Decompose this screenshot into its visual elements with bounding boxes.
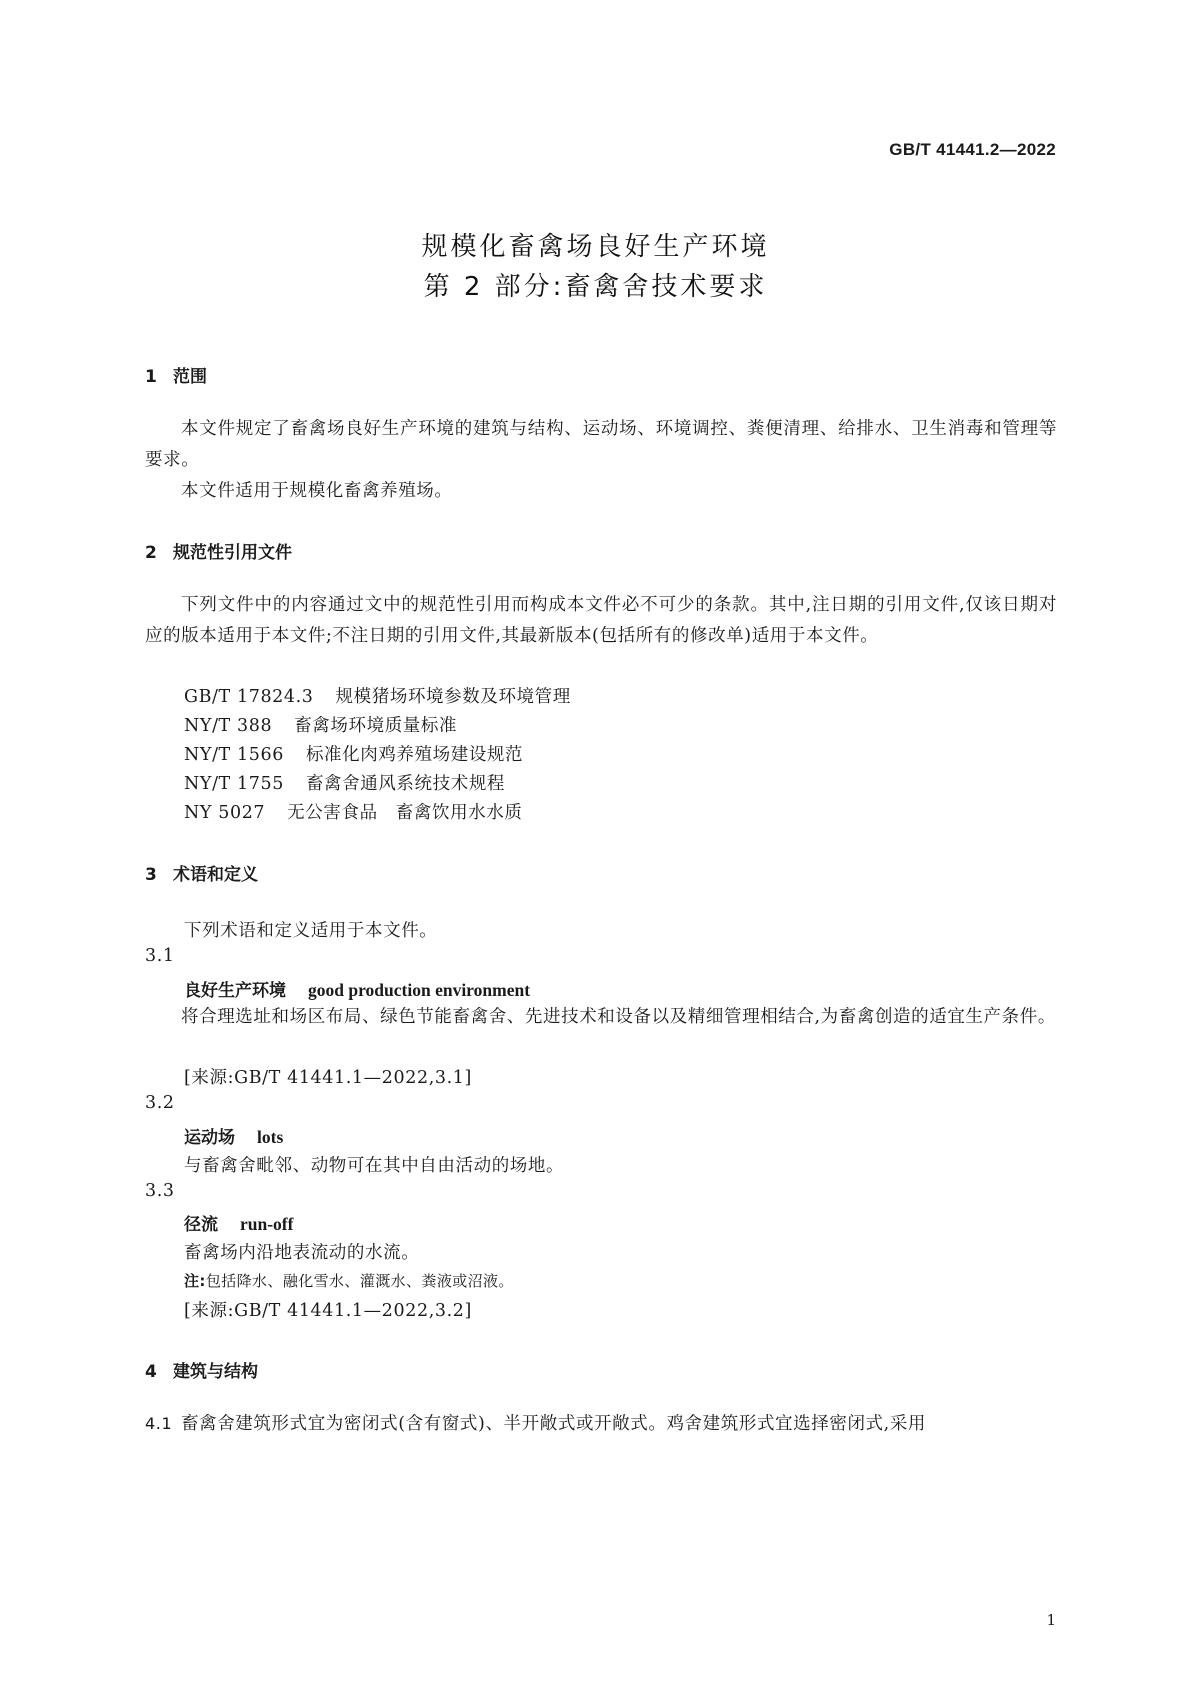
document-title-line2: 第 2 部分:畜禽舍技术要求: [423, 272, 768, 302]
page-number: 1: [1046, 1611, 1056, 1629]
section-4-heading: [145, 1357, 258, 1382]
section-number: 2: [145, 543, 157, 563]
document-title-line1: 规模化畜禽场良好生产环境: [421, 232, 770, 262]
term-source: [来源:GB/T 41441.1—2022,3.2]: [184, 1301, 472, 1321]
reference-title: 畜禽场环境质量标准: [294, 716, 458, 736]
term-number: 3.1: [145, 946, 175, 966]
reference-item: [184, 799, 522, 824]
reference-code: NY/T 1755: [184, 774, 284, 794]
term-number: 3.3: [145, 1181, 175, 1201]
term-entry: [184, 1123, 283, 1148]
term-zh: 径流: [184, 1215, 218, 1235]
section-title: 建筑与结构: [173, 1362, 258, 1382]
term-zh: 运动场: [184, 1128, 235, 1148]
clause-4-1: [145, 1410, 926, 1435]
reference-code: GB/T 17824.3: [184, 687, 314, 707]
term-definition: 将合理选址和场区布局、绿色节能畜禽舍、先进技术和设备以及精细管理相结合,为畜禽创造的适宜生产条件。: [181, 1007, 1056, 1027]
term-note: [184, 1270, 514, 1291]
section-3-heading: [145, 860, 258, 885]
term-source: [来源:GB/T 41441.1—2022,3.1]: [184, 1068, 472, 1088]
section-number: 4: [145, 1362, 157, 1382]
note-label: 注:: [184, 1272, 206, 1290]
terms-intro: 下列术语和定义适用于本文件。: [184, 921, 438, 941]
reference-code: NY 5027: [184, 803, 266, 823]
reference-item: [184, 741, 523, 766]
term-entry: [184, 1210, 293, 1235]
term-definition: 畜禽场内沿地表流动的水流。: [184, 1243, 420, 1263]
scope-paragraph-1: 本文件规定了畜禽场良好生产环境的建筑与结构、运动场、环境调控、粪便清理、给排水、卫生消毒和管理等要求。: [145, 419, 1057, 470]
clause-number: 4.1: [145, 1414, 173, 1433]
section-number: 1: [145, 367, 157, 387]
reference-title: 畜禽舍通风系统技术规程: [305, 774, 506, 794]
section-title: 规范性引用文件: [173, 543, 292, 563]
clause-text: 畜禽舍建筑形式宜为密闭式(含有窗式)、半开敞式或开敞式。鸡舍建筑形式宜选择密闭式,采用: [181, 1414, 927, 1434]
scope-paragraph-2: 本文件适用于规模化畜禽养殖场。: [181, 481, 453, 501]
reference-code: NY/T 388: [184, 716, 273, 736]
reference-code: NY/T 1566: [184, 745, 284, 765]
term-definition: 与畜禽舍毗邻、动物可在其中自由活动的场地。: [184, 1156, 565, 1176]
reference-title: 无公害食品 畜禽饮用水水质: [287, 803, 523, 823]
section-title: 术语和定义: [173, 865, 258, 885]
references-intro: 下列文件中的内容通过文中的规范性引用而构成本文件必不可少的条款。其中,注日期的引用文件,仅该日期对应的版本适用于本文件;不注日期的引用文件,其最新版本(包括所有的修改单)适用于本文件。: [145, 595, 1057, 646]
term-number: 3.2: [145, 1093, 175, 1113]
section-2-heading: [145, 538, 292, 563]
term-en: lots: [257, 1127, 284, 1147]
section-title: 范围: [173, 367, 207, 387]
note-text: 包括降水、融化雪水、灌溉水、粪液或沼液。: [205, 1272, 514, 1290]
reference-item: [184, 683, 571, 708]
reference-title: 标准化肉鸡养殖场建设规范: [305, 745, 524, 765]
reference-item: [184, 770, 505, 795]
reference-item: [184, 712, 457, 737]
reference-title: 规模猪场环境参数及环境管理: [335, 687, 571, 707]
section-1-heading: [145, 362, 207, 387]
term-entry: [184, 976, 530, 1001]
term-en: good production environment: [308, 980, 531, 1000]
section-number: 3: [145, 865, 157, 885]
term-zh: 良好生产环境: [184, 981, 286, 1001]
term-en: run-off: [240, 1214, 294, 1234]
standard-number: GB/T 41441.2—2022: [889, 140, 1056, 159]
